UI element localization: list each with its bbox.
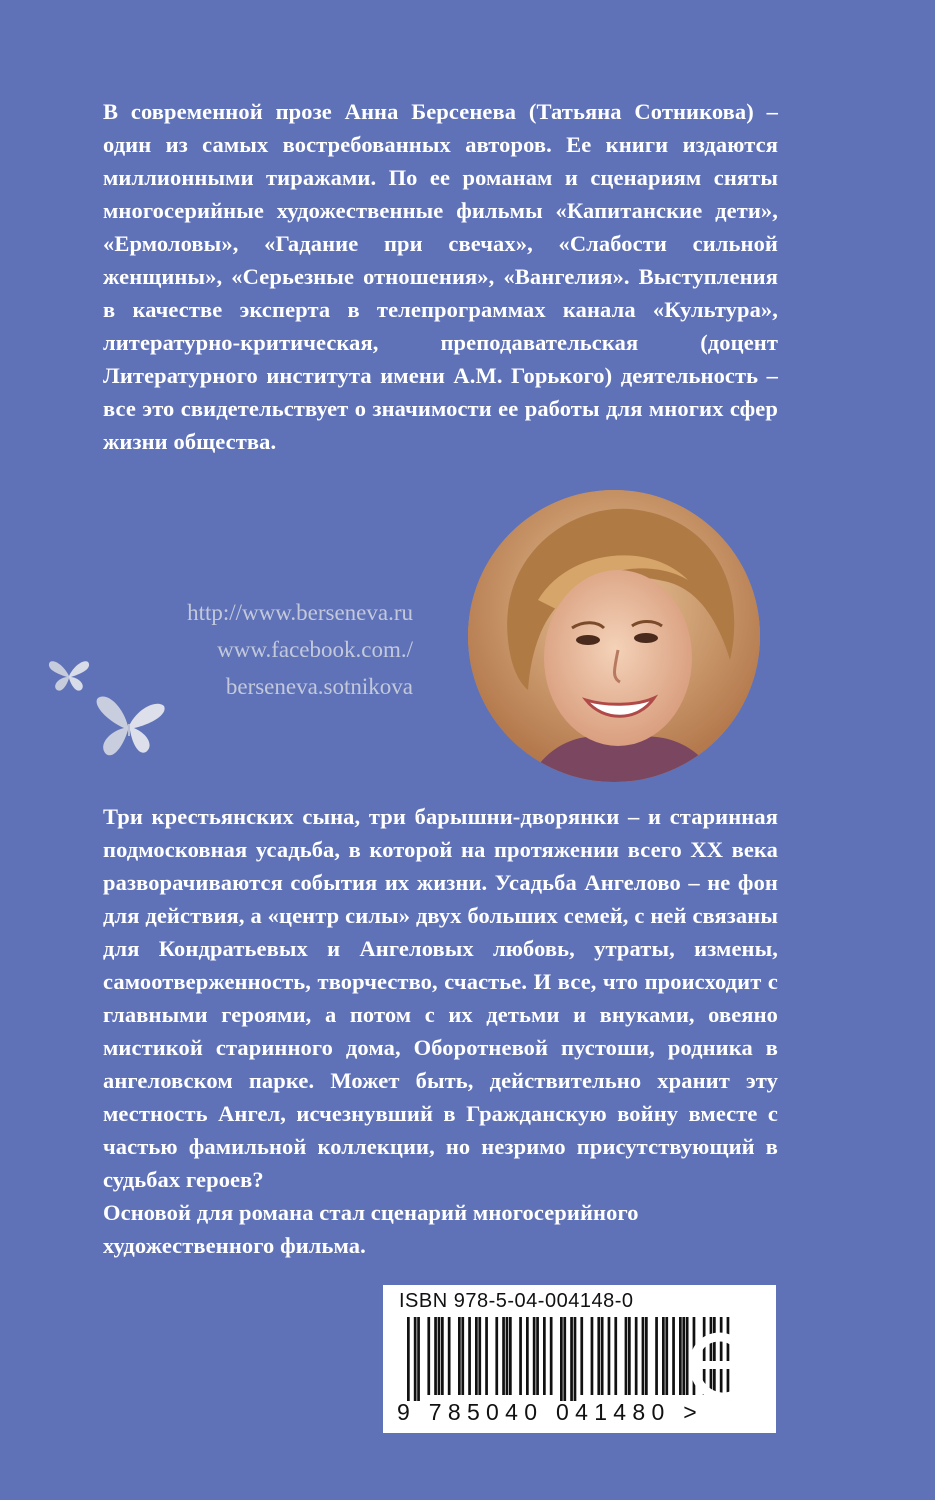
barcode-bar: [642, 1317, 645, 1395]
barcode-bar: [614, 1317, 617, 1395]
barcode-bar: [635, 1317, 638, 1395]
barcode-bar: [662, 1317, 665, 1395]
website-link[interactable]: http://www.berseneva.ru: [187, 600, 413, 625]
barcode-bar: [441, 1317, 444, 1395]
barcode-bar: [519, 1317, 522, 1395]
eksmo-logo-icon: [689, 1331, 747, 1405]
barcode-bar: [591, 1317, 594, 1395]
barcode-bar: [682, 1317, 685, 1395]
barcode-bar: [645, 1317, 648, 1395]
barcode-bar: [509, 1317, 512, 1395]
barcode-bar: [550, 1317, 553, 1395]
barcode-bar: [672, 1317, 675, 1395]
barcode-bar: [679, 1317, 682, 1395]
barcode-bar: [475, 1317, 478, 1395]
barcode-bar: [434, 1317, 437, 1395]
barcode-bar: [570, 1317, 573, 1401]
barcode-bar: [478, 1317, 481, 1395]
barcode-bar: [533, 1317, 536, 1395]
author-portrait: [468, 490, 760, 782]
barcode-bar: [448, 1317, 451, 1395]
author-bio-text: В современной прозе Анна Берсенева (Татьяна Сотникова) – один из самых востребованных авторов. Ее книги издаются миллионными тиражами. По ее романам и сценариям сняты многосерийные художественные фильмы «Капитанские дети», «Ермоловы», «Гадание при свечах», «Слабости сильной женщины», «Серьезные отношения», «Вангелия». Выступления в качестве эксперта в телепрограммах канала «Культура», литературно-критическая, преподавательская (доцент Литературного института имени А.М. Горького) деятельность – все это свидетельствует о значимости ее работы для многих сфер жизни общества.: [103, 99, 778, 454]
barcode-bar: [526, 1317, 529, 1395]
butterfly-icon: [94, 690, 166, 758]
isbn-label: ISBN 978-5-04-004148-0: [399, 1290, 634, 1312]
author-links: [187, 594, 413, 705]
barcode-bar: [563, 1317, 566, 1401]
facebook-link-line1[interactable]: www.facebook.com./: [217, 637, 413, 662]
barcode-bar: [655, 1317, 658, 1395]
barcode-bar: [458, 1317, 461, 1395]
barcode-bar: [601, 1317, 604, 1395]
barcode-bar: [536, 1317, 539, 1395]
barcode-bar: [485, 1317, 488, 1395]
barcode-bar: [495, 1317, 498, 1395]
barcode-bar: [502, 1317, 505, 1395]
barcode-bar: [417, 1317, 420, 1401]
barcode-bar: [665, 1317, 668, 1395]
barcode-bar: [427, 1317, 430, 1395]
barcode-bar: [628, 1317, 631, 1395]
barcode-bar: [468, 1317, 471, 1395]
facebook-link-line2[interactable]: berseneva.sotnikova: [225, 674, 413, 699]
barcode-bar: [438, 1317, 441, 1395]
barcode-bar: [414, 1317, 417, 1401]
barcode-bar: [597, 1317, 600, 1395]
author-bio: [103, 95, 778, 458]
barcode-bar: [461, 1317, 464, 1395]
barcode-digits: 9 785040 041480 >: [397, 1399, 703, 1425]
barcode-bar: [580, 1317, 583, 1395]
butterfly-icon: [48, 658, 90, 694]
barcode-bar: [506, 1317, 509, 1395]
author-photo: [468, 490, 760, 782]
barcode-bar: [574, 1317, 577, 1401]
barcode-bar: [560, 1317, 563, 1401]
barcode-bar: [407, 1317, 410, 1401]
synopsis-paragraph-2: Основой для романа стал сценарий многосерийного художественного фильма.: [103, 1200, 639, 1258]
book-synopsis: [103, 800, 778, 1262]
barcode-bar: [625, 1317, 628, 1395]
barcode-bar: [608, 1317, 611, 1395]
barcode-bar: [543, 1317, 546, 1395]
synopsis-paragraph-1: Три крестьянских сына, три барышни-дворянки – и старинная подмосковная усадьба, в которой на протяжении всего XX века разворачиваются события их жизни. Усадьба Ангелово – не фон для действия, а «центр силы» двух больших семей, с ней связаны для Кондратьевых и Ангеловых любовь, утраты, измены, самоотверженность, творчество, счастье. И все, что происходит с главными героями, а потом с их детьми и внуками, овеяно мистикой старинного дома, Оборотневой пустоши, родника в ангеловском парке. Может быть, действительно хранит эту местность Ангел, исчезнувший в Гражданскую войну вместе с частью фамильной коллекции, но незримо присутствующий в судьбах героев?: [103, 804, 778, 1192]
